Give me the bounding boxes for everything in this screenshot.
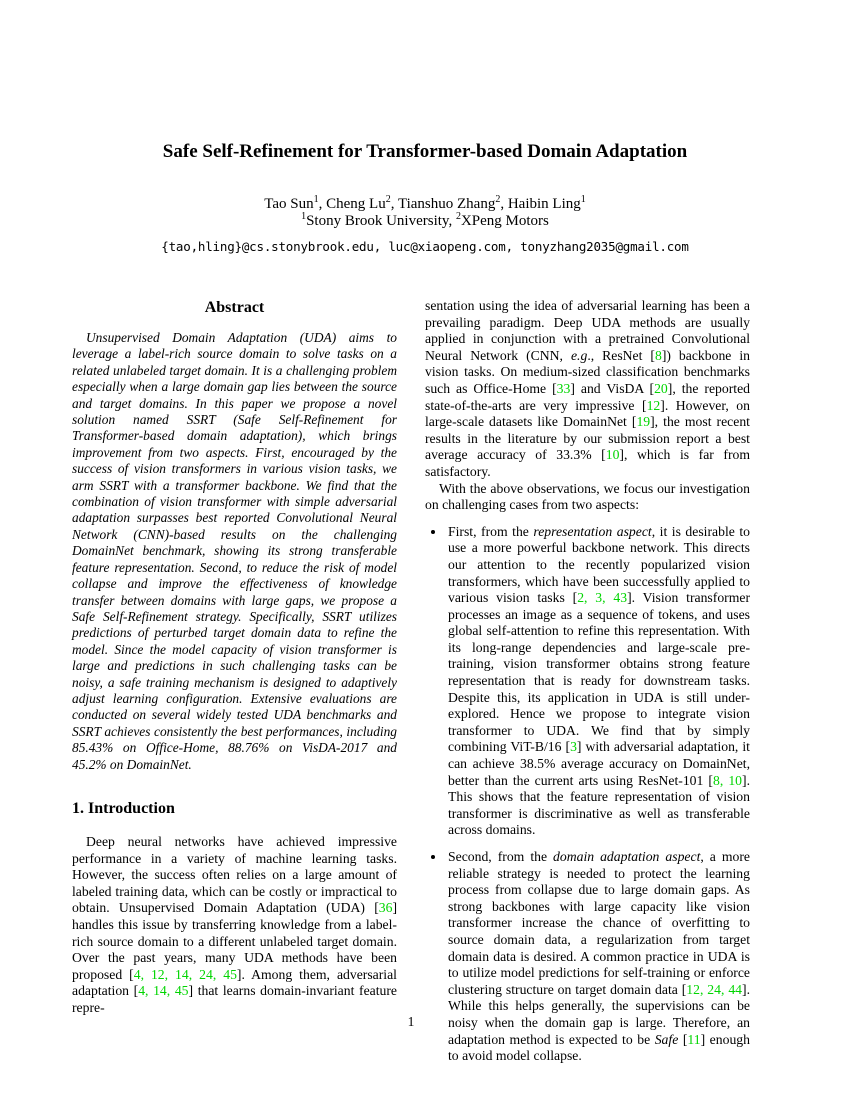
- author-line: [0, 196, 850, 213]
- superscript-marker: 1: [301, 211, 307, 222]
- text-segment: , Cheng Lu: [318, 196, 386, 212]
- text-segment: ]. Among them, adversarial adaptation [: [72, 966, 397, 999]
- text-segment: First, from the: [448, 523, 534, 539]
- text-segment: [: [678, 1031, 688, 1047]
- affiliation-line: [0, 213, 850, 230]
- text-segment: ] that learns domain-invariant feature repre-: [72, 983, 398, 1015]
- text-segment: domain adaptation aspect: [553, 849, 701, 864]
- aspects-bullet-list: [425, 524, 750, 1065]
- observations-paragraph: With the above observations, we focus our investigation on challenging cases from two aspects:: [425, 480, 750, 513]
- text-segment: , a more reliable strategy is needed to protect the learning process from collapse due to large domain gaps. As strong backbones with large capacity like vision transformer increase the chance of overfitting to source domain data, a regularization from target domain data is desired. A common practice in UDA is to utilize model predictions for self-training or enforce clustering structure on target domain data [: [448, 849, 750, 997]
- citation-link[interactable]: 12, 24, 44: [686, 981, 743, 997]
- right-column: [425, 298, 750, 1065]
- text-segment: Tao Sun: [264, 196, 314, 212]
- abstract-heading: Abstract: [204, 299, 265, 316]
- text-segment: ], the most recent results in the literature by our submission report a best average accuracy of 33.3% [: [425, 414, 750, 463]
- paper-title: Safe Self-Refinement for Transformer-based Domain Adaptation: [162, 141, 688, 162]
- citation-link[interactable]: 20: [654, 380, 668, 396]
- superscript-marker: 2: [455, 211, 461, 222]
- text-segment: ]. Vision transformer processes an image as a sequence of tokens, and uses global self-attention to refine this representation. With its long-range dependencies and large-scale pre-training, vision transformer obtains strong feature representation that is ready for downstream tasks. Despite this, its application in UDA is still under-explored. Hence we propose to integrate vision transformer to UDA. We find that by simply combining ViT-B/16 [: [448, 590, 750, 755]
- citation-link[interactable]: 2, 3, 43: [577, 590, 628, 606]
- citation-link[interactable]: 10: [605, 447, 620, 463]
- citation-link[interactable]: 4, 12, 14, 24, 45: [133, 966, 237, 982]
- citation-link[interactable]: 3: [570, 739, 577, 755]
- text-segment: ] with adversarial adaptation, it can achieve 38.5% average accuracy on DomainNet, better than the current arts using ResNet-101 [: [448, 739, 750, 788]
- text-segment: Stony Brook University,: [306, 213, 456, 229]
- text-segment: ], which is far from satisfactory.: [425, 447, 750, 479]
- citation-link[interactable]: 4, 14, 45: [138, 983, 189, 999]
- text-segment: Deep neural networks have achieved impressive performance in a variety of machine learning tasks. However, the success often relies on a large amount of labeled training data, which can be costly or impractical to obtain. Unsupervised Domain Adaptation (UDA) [: [72, 833, 397, 916]
- citation-link[interactable]: 11: [687, 1031, 701, 1047]
- text-segment: ] enough to avoid model collapse.: [448, 1031, 750, 1064]
- citation-link[interactable]: 36: [378, 900, 393, 916]
- text-segment: ]. While this helps generally, the supervisions can be noisy when the domain gap is large. Therefore, an adaptation method is expected to be: [448, 981, 750, 1047]
- text-segment: ., ResNet [: [587, 347, 655, 363]
- bullet-domain-adaptation-aspect: [446, 849, 750, 1065]
- page-number: 1: [407, 1014, 415, 1029]
- email-line: {tao,hling}@cs.stonybrook.edu, luc@xiaopeng.com, tonyzhang2035@gmail.com: [161, 239, 689, 254]
- text-segment: representation aspect: [533, 523, 652, 539]
- text-segment: ], the reported state-of-the-arts are very impressive [: [425, 380, 750, 413]
- text-segment: , it is desirable to use a more powerful backbone network. This directs our attention to the recently popularized vision transformers, which have been successfully applied to various vision tasks [: [448, 523, 750, 606]
- intro-paragraph: [72, 834, 397, 1017]
- text-segment: , Haibin Ling: [500, 196, 581, 212]
- citation-link[interactable]: 8: [654, 347, 662, 363]
- citation-link[interactable]: 12: [646, 397, 661, 413]
- superscript-marker: 2: [385, 194, 391, 205]
- text-segment: ] handles this issue by transferring knowledge from a label-rich source domain to a different unlabeled target domain. Over the past years, many UDA methods have been proposed [: [72, 900, 397, 982]
- two-column-body: [72, 298, 750, 1065]
- section-heading-introduction: 1. Introduction: [72, 799, 175, 817]
- citation-link[interactable]: 8, 10: [713, 772, 743, 788]
- text-segment: Second, from the: [448, 849, 554, 864]
- text-segment: ]. This shows that the feature representation of vision transformer is discriminative as well as transferable across domains.: [448, 772, 750, 838]
- paper-header: [0, 0, 850, 254]
- text-segment: e.g: [570, 347, 588, 363]
- text-segment: sentation using the idea of adversarial learning has been a prevailing paradigm. Deep UDA methods are usually applied in conjunction with a pretrained Convolutional Neural Network (CNN,: [425, 298, 750, 363]
- superscript-marker: 2: [495, 194, 501, 205]
- continuation-paragraph: [425, 298, 750, 481]
- text-segment: , Tianshuo Zhang: [390, 196, 496, 212]
- text-segment: ]) backbone in vision tasks. On medium-sized classification benchmarks such as Office-Home [: [425, 347, 750, 396]
- bullet-representation-aspect: [446, 524, 750, 839]
- text-segment: ]. However, on large-scale datasets like DomainNet [: [425, 397, 750, 430]
- citation-link[interactable]: 19: [636, 414, 651, 430]
- citation-link[interactable]: 33: [556, 380, 571, 396]
- superscript-marker: 1: [313, 194, 319, 205]
- text-segment: Safe: [654, 1031, 679, 1047]
- text-segment: XPeng Motors: [460, 213, 549, 229]
- left-column: [72, 298, 397, 1065]
- abstract-text: Unsupervised Domain Adaptation (UDA) aims to leverage a label-rich source domain to solve tasks on a related unlabeled target domain. It is a challenging problem especially when a large domain gap lies between the source and target domains. In this paper we propose a novel solution named SSRT (Safe Self-Refinement for Transformer-based domain adaptation), which brings improvement from two aspects. First, encouraged by the success of vision transformers in various vision tasks, we arm SSRT with a transformer backbone. We find that the combination of vision transformer with simple adversarial adaptation surpasses best reported Convolutional Neural Network (CNN)-based results on the challenging DomainNet benchmark, showing its strong transferable feature representation. Second, to reduce the risk of model collapse and improve the effectiveness of knowledge transfer between domains with large gaps, we propose a Safe Self-Refinement strategy. Specifically, SSRT utilizes predictions of perturbed target domain data to refine the model. Since the model capacity of vision transformer is large and predictions in such challenging tasks can be noisy, a safe training mechanism is designed to adaptively adjust learning configuration. Extensive evaluations are conducted on several widely tested UDA benchmarks and SSRT achieves consistently the best performances, including 85.43% on Office-Home, 88.76% on VisDA-2017 and 45.2% on DomainNet.: [72, 330, 397, 772]
- superscript-marker: 1: [580, 194, 586, 205]
- text-segment: ] and VisDA [: [570, 380, 655, 396]
